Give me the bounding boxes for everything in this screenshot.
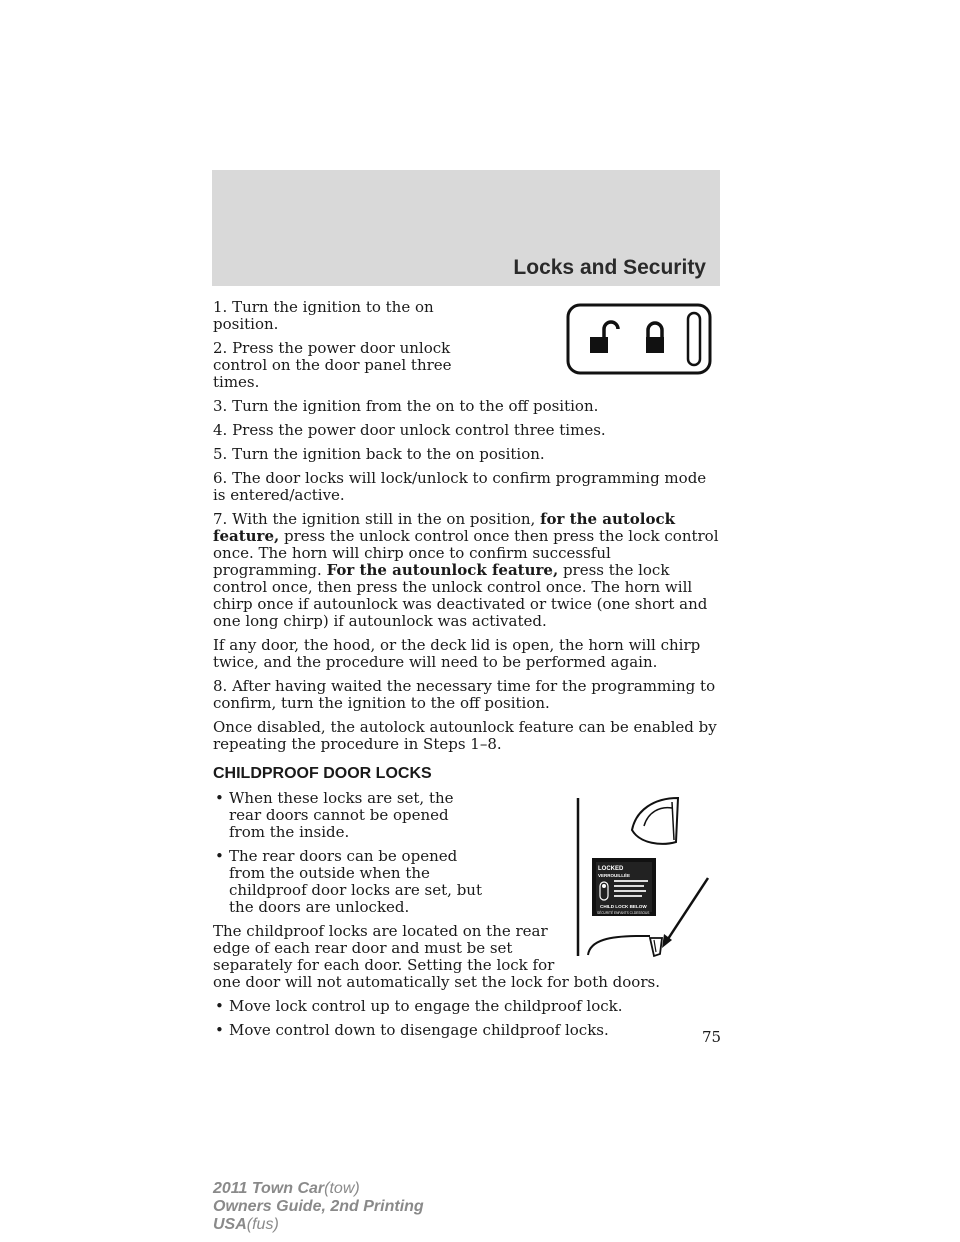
step-1: 1. Turn the ignition to the on position. bbox=[213, 298, 434, 333]
step-8: 8. After having waited the necessary time for the programming to confirm, turn the ignition to the off position. bbox=[213, 677, 716, 712]
step-2: 2. Press the power door unlock control on the door panel three times. bbox=[213, 339, 452, 391]
note-paragraph: If any door, the hood, or the deck lid is open, the horn will chirp twice, and the procedure will need to be performed again. bbox=[213, 636, 701, 671]
step-3: 3. Turn the ignition from the on to the off position. bbox=[213, 397, 599, 415]
footer-line-2 bbox=[213, 1198, 424, 1216]
footer-model-code: (tow) bbox=[324, 1180, 360, 1197]
step-7-autolock-text: press the unlock control once then press the lock control once. The horn will chirp once to confirm successful programming. bbox=[213, 527, 719, 579]
label-verrouillee: VERROUILLÉE bbox=[598, 873, 631, 878]
step-6: 6. The door locks will lock/unlock to confirm programming mode is entered/active. bbox=[213, 469, 707, 504]
section-heading: CHILDPROOF DOOR LOCKS bbox=[213, 765, 432, 782]
footer-market-code: (fus) bbox=[246, 1216, 279, 1233]
page-number: 75 bbox=[702, 1028, 722, 1046]
step-7-autolock-label: for the autolock feature, bbox=[213, 510, 676, 545]
bullet-item: • The rear doors can be opened from the outside when the childproof door locks are set, but the doors are unlocked. bbox=[213, 848, 487, 916]
footer-model: 2011 Town Car bbox=[213, 1180, 325, 1197]
footer-line-1 bbox=[213, 1180, 424, 1198]
footer-line-3 bbox=[213, 1216, 424, 1234]
label-locked: LOCKED bbox=[598, 866, 624, 872]
childproof-paragraph: The childproof locks are located on the rear edge of each rear door and must be set separately for each door. Setting the lock for one door will not automatically set the lock for both doors. bbox=[213, 922, 660, 991]
step-5: 5. Turn the ignition back to the on position. bbox=[213, 445, 545, 463]
childproof-bullets-bottom bbox=[213, 998, 720, 1039]
footer-market: USA bbox=[213, 1216, 247, 1233]
door-lock-switch-icon bbox=[560, 299, 720, 379]
content bbox=[213, 299, 720, 1046]
childproof-lock-illustration bbox=[570, 790, 720, 958]
label-securite: SÉCURITÉ ENFANTS CI-DESSOUS bbox=[597, 911, 650, 915]
step-4: 4. Press the power door unlock control three times. bbox=[213, 421, 606, 439]
step-7-autounlock-text: press the lock control once, then press the unlock control once. The horn will chirp once if autounlock was deactivated or twice (one short and one long chirp) if autounlock was activated. bbox=[213, 561, 708, 630]
footer bbox=[213, 1180, 424, 1234]
bullet-item: • When these locks are set, the rear doors cannot be opened from the inside. bbox=[213, 790, 487, 841]
enable-paragraph: Once disabled, the autolock autounlock feature can be enabled by repeating the procedure in Steps 1–8. bbox=[213, 718, 717, 753]
label-child-lock-below: CHILD LOCK BELOW bbox=[600, 904, 647, 909]
footer-guide: Owners Guide, 2nd Printing bbox=[213, 1198, 424, 1215]
bullet-item: • Move control down to disengage childproof locks. bbox=[213, 1022, 720, 1039]
header-bar bbox=[212, 170, 720, 286]
step-7-intro: 7. With the ignition still in the on position, bbox=[213, 510, 541, 528]
page-title: Locks and Security bbox=[513, 256, 706, 279]
step-7-autounlock-label: For the autounlock feature, bbox=[326, 561, 559, 579]
step-7 bbox=[213, 511, 720, 630]
bullet-item: • Move lock control up to engage the childproof lock. bbox=[213, 998, 720, 1015]
